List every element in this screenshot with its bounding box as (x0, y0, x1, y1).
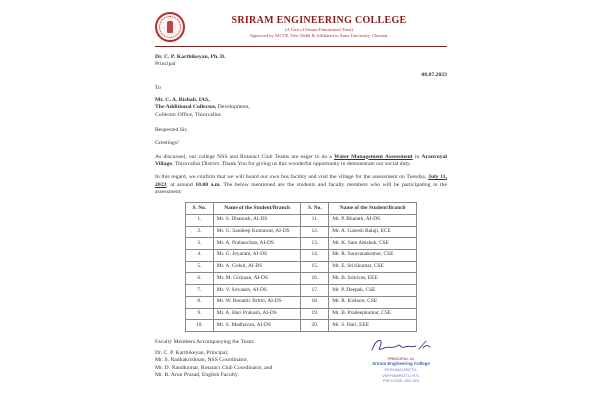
letterhead (155, 12, 447, 42)
header-name-left: Name of the Student/Branch (213, 203, 301, 215)
para2-text: , at around (166, 181, 196, 188)
header-sno-left: S. No. (186, 203, 214, 215)
cell-name: Mr. E. Srivikumar, CSE (329, 261, 417, 273)
para1-highlight-village: Aranvoyal Village (155, 153, 447, 167)
cell-sno: 1. (186, 214, 214, 226)
faculty-member: Mr. R. Arun Prasad, English Faculty. (155, 371, 239, 378)
cell-name: Mr. V. Srivaash, AI-DS (213, 285, 301, 297)
recipient-designation-rest: Development, (216, 104, 250, 111)
table-row (186, 214, 417, 226)
paragraph-2 (155, 174, 447, 196)
salutation: Respected Sir, (155, 127, 188, 134)
signature-block (355, 337, 447, 384)
para2-highlight-date: July 11, 2023 (155, 174, 447, 188)
table-header-row (186, 203, 417, 215)
para2-text: . The below mentioned are the students and faculty members who will be participating in the assessment: (155, 181, 447, 195)
cell-sno: 6. (186, 273, 214, 285)
trust-line: (A Unit of Sriram Educational Trust) (285, 26, 353, 32)
cell-name: Mr. B. Pradeepkumar, CSE (329, 308, 417, 320)
cell-sno: 3. (186, 238, 214, 250)
cell-sno: 9. (186, 308, 214, 320)
para2-text: In this regard, we confirm that we will board our own bus facility and visit the village for the assessment on Tuesday, (155, 174, 429, 181)
header-sno-right: S. No. (301, 203, 329, 215)
table-row (186, 320, 417, 332)
letter-content (155, 12, 447, 384)
cell-sno: 11. (301, 214, 329, 226)
para2-highlight-time: 10.00 a.m (195, 181, 220, 188)
para1-text: , Thiruvallur District. Thank You for giving us this wonderful opportunity to demonstrate our social duty. (171, 160, 411, 167)
cell-sno: 10. (186, 320, 214, 332)
sender-block (155, 54, 447, 69)
cell-sno: 2. (186, 226, 214, 238)
recipient-designation-bold: The Additional Collector, (155, 104, 217, 111)
college-seal-icon (155, 12, 185, 42)
principal-stamp (355, 356, 447, 384)
table-row (186, 238, 417, 250)
recipient-designation (155, 104, 447, 111)
letterhead-text (191, 15, 447, 38)
to-label: To (155, 84, 161, 91)
cell-name: Mr. W. Benattic Britto, AI-DS (213, 296, 301, 308)
cell-name: Mr. K. Sam Abishek, CSE (329, 238, 417, 250)
para1-text: As discussed, our college NSS and Rotaract Club Teams are eager to do a (155, 153, 334, 160)
para1-highlight-assessment: Water Management Assessment (333, 153, 413, 160)
recipient-name: Mr. C. A. Rishab, IAS, (155, 97, 210, 104)
cell-sno: 14. (301, 250, 329, 262)
letter-date: 08.07.2023 (421, 71, 447, 78)
stamp-station: VEPPAMPATTU R.S. (382, 372, 420, 378)
faculty-section (155, 339, 345, 379)
cell-name: Mr. P. Bharath, AI-DS (329, 214, 417, 226)
sender-name: Dr. C. P. Karthikeyan, Ph. D. (155, 54, 226, 60)
cell-sno: 19. (301, 308, 329, 320)
letter-footer (155, 339, 447, 384)
table-row (186, 273, 417, 285)
cell-sno: 17. (301, 285, 329, 297)
table-row (186, 261, 417, 273)
cell-sno: 7. (186, 285, 214, 297)
paragraph-1 (155, 154, 447, 169)
table-row (186, 226, 417, 238)
cell-name: Mr. S. Hari, EEE (329, 320, 417, 332)
cell-name: Mr. M. Giriraan, AI-DS (213, 273, 301, 285)
cell-sno: 4. (186, 250, 214, 262)
cell-name: Mr. S. Dhanush, AI-DS (213, 214, 301, 226)
recipient-address: Collector Office, Thiruvallur. (155, 111, 222, 118)
college-name: SRIRAM ENGINEERING COLLEGE (231, 15, 407, 27)
cell-sno: 12. (301, 226, 329, 238)
cell-sno: 5. (186, 261, 214, 273)
faculty-member: Mr. S. Radhakrishnan, NSS Coordinator, (155, 357, 248, 364)
sender-title: Principal (155, 61, 176, 68)
cell-name: Mr. R. Kishore, CSE (329, 296, 417, 308)
table-row (186, 308, 417, 320)
letterhead-divider (155, 46, 447, 47)
cell-name: Mr. A. Prabanchan, AI-DS (213, 238, 301, 250)
cell-name: Mr. G. Sandeep Kumawat, AI-DS (213, 226, 301, 238)
cell-name: Mr. A. Ganesh Balaji, ECE (329, 226, 417, 238)
faculty-heading: Faculty Members Accompanying the Team: (155, 339, 255, 346)
cell-sno: 18. (301, 296, 329, 308)
cell-sno: 15. (301, 261, 329, 273)
table-row (186, 285, 417, 297)
cell-name: Mr. R. Saravanakumar, CSE (329, 250, 417, 262)
handwritten-signature-icon (366, 337, 436, 355)
cell-name: Mr. B. Srinivas, EEE (329, 273, 417, 285)
faculty-list (155, 350, 345, 379)
recipient-block (155, 97, 447, 119)
stamp-place: PERUMALPATTU, (384, 367, 418, 373)
student-roster-table (185, 202, 417, 332)
cell-name: Mr. G. Jeyaram, AI-DS (213, 250, 301, 262)
para1-text: in (412, 153, 422, 160)
cell-name: Mr. A. Gokul, AI-DS (213, 261, 301, 273)
cell-sno: 16. (301, 273, 329, 285)
approval-line: Approved by AICTE, New Delhi & Affiliated to Anna University, Chennai. (249, 32, 389, 38)
cell-name: Mr. S. Madhavan, AI-DS (213, 320, 301, 332)
table-row (186, 250, 417, 262)
faculty-member: Mr. D. Nandkumar, Rotaract Club Coordinator, and (155, 364, 273, 371)
faculty-member: Dr. C. P. Karthikeyan, Principal, (155, 350, 229, 357)
stamp-pincode: PIN CODE- 602 024 (382, 378, 420, 384)
header-name-right: Name of the Student/Branch (329, 203, 417, 215)
greeting: Greetings! (155, 140, 180, 147)
cell-sno: 20. (301, 320, 329, 332)
cell-name: Mr. A. Hari Prakash, AI-DS (213, 308, 301, 320)
cell-sno: 8. (186, 296, 214, 308)
stamp-college: Sriram Engineering College (372, 361, 430, 367)
cell-name: Mr. P. Deepak, CSE (329, 285, 417, 297)
cell-sno: 13. (301, 238, 329, 250)
table-row (186, 296, 417, 308)
stamp-title: PRINCIPAL i/c (387, 356, 415, 362)
